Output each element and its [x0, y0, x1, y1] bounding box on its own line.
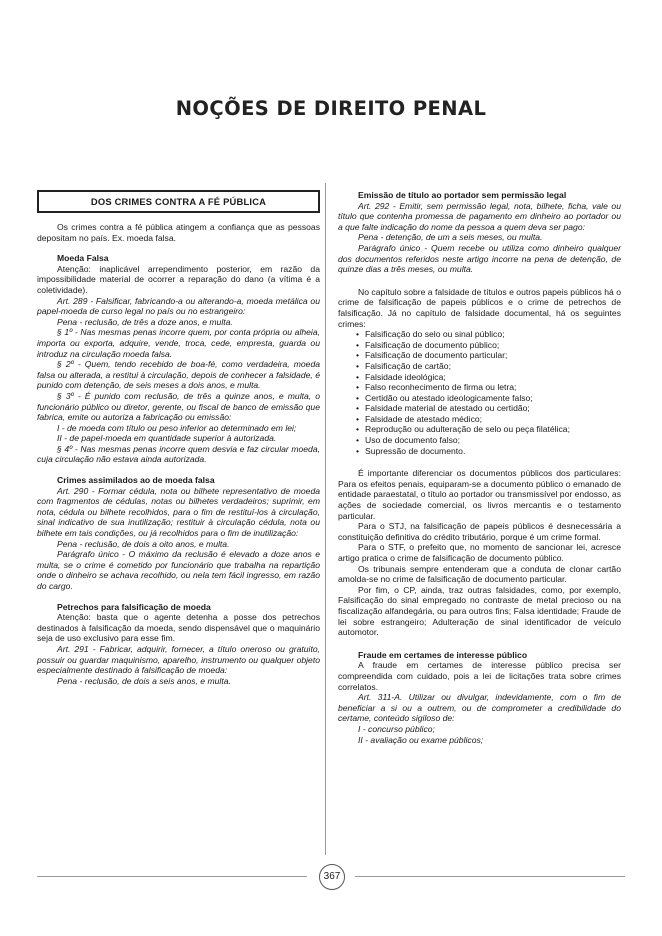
- petrechos-heading: Petrechos para falsificação de moeda: [57, 601, 211, 612]
- crimes-list: [338, 329, 621, 456]
- list-item: • Certidão ou atestado ideologicamente falso;: [356, 392, 533, 403]
- intro-paragraph: Os crimes contra a fé pública atingem a confiança que as pessoas depositam no país. Ex. moeda falsa.: [37, 222, 320, 243]
- art-289-pena: Pena - reclusão, de três a doze anos, e multa.: [57, 316, 233, 327]
- art-290: Art. 290 - Formar cédula, nota ou bilhete representativo de moeda com fragmentos de cédulas, notas ou bilhetes verdadeiros; suprimir, em nota, cédula ou bilhete recolhidos, para o fim de restituí-los à circulação, sinal indicativo de sua inutilização; restituir à circulação cédula, nota ou bilhete em tais condições, ou já recolhidos para o fim de inutilização:: [37, 485, 320, 539]
- art-289-paragrafo-4: § 4º - Nas mesmas penas incorre quem desvia e faz circular moeda, cuja circulação não estava ainda autorizada.: [37, 443, 320, 465]
- art-289-paragrafo-3-inciso-i: I - de moeda com título ou peso inferior ao determinado em lei;: [57, 422, 297, 433]
- list-item: • Falsificação de cartão;: [356, 360, 451, 371]
- list-item: • Falsidade material de atestado ou certidão;: [356, 403, 530, 414]
- moeda-falsa-atencao: Atenção: inaplicável arrependimento posterior, em razão da impossibilidade material de ocorrer a reparação do dano (a vítima é a coletividade).: [37, 263, 320, 295]
- art-289-paragrafo-3-inciso-ii: II - de papel-moeda em quantidade superior à autorizada.: [57, 433, 277, 444]
- emissao-heading: Emissão de título ao portador sem permissão legal: [358, 190, 567, 200]
- art-292-pena: Pena - detenção, de um a seis meses, ou multa.: [358, 232, 543, 243]
- art-290-paragrafo-unico: Parágrafo único - O máximo da reclusão é elevado a doze anos e multa, se o crime é cometido por funcionário que trabalha na repartição onde o dinheiro se achava recolhido, ou nela tem fácil ingresso, em razão do cargo.: [37, 549, 320, 591]
- list-item: • Falsificação de documento público;: [356, 339, 500, 350]
- footer-rule-right: [355, 876, 625, 877]
- art-291: Art. 291 - Fabricar, adquirir, fornecer, a título oneroso ou gratuito, possuir ou guardar maquinismo, aparelho, instrumento ou qualquer objeto especialmente destinado à falsificação de moeda:: [37, 643, 320, 676]
- art-289-paragrafo-2: § 2º - Quem, tendo recebido de boa-fé, como verdadeira, moeda falsa ou alterada, a restitui à circulação, depois de conhecer a falsidade, é punido com detenção, de seis meses a dois anos, e multa.: [37, 359, 320, 391]
- petrechos-atencao: Atenção: basta que o agente detenha a posse dos petrechos destinados à falsificação da moeda, sendo dispensável que o maquinário seja de uso exclusivo para esse fim.: [37, 612, 320, 644]
- tribunais-paragraph: Os tribunais sempre entenderam que a conduta de clonar cartão amolda-se no crime de falsificação de documento particular.: [338, 563, 621, 585]
- list-item: • Supressão de documento.: [356, 445, 466, 456]
- art-292: Art. 292 - Emitir, sem permissão legal, nota, bilhete, ficha, vale ou título que contenha promessa de pagamento em dinheiro ao portador ou a que falte indicação do nome da pessoa a quem deva ser pago:: [338, 200, 621, 232]
- list-item: • Falsidade de atestado médico;: [356, 413, 483, 424]
- capitulo-paragraph: No capítulo sobre a falsidade de títulos e outros papeis públicos há o crime de falsificação de papeis públicos e o crime de petrechos de falsificação. Já no capítulo de falsidade documental, há os seguintes crimes:: [338, 286, 621, 329]
- art-289-paragrafo-3: § 3º - É punido com reclusão, de três a quinze anos, e multa, o funcionário público ou diretor, gerente, ou fiscal de banco de emissão que fabrica, emite ou autoriza a fabricação ou emissão:: [37, 390, 320, 423]
- section-heading-box: DOS CRIMES CONTRA A FÉ PÚBLICA: [37, 190, 320, 213]
- art-290-pena: Pena - reclusão, de dois a oito anos, e multa.: [57, 538, 230, 549]
- fraude-heading: Fraude em certames de interesse público: [358, 649, 528, 660]
- importante-paragraph: É importante diferenciar os documentos públicos dos particulares: Para os efeitos penais, equiparam-se a documento público o emanado de entidade paraestatal, o título ao portador ou transmissível por endosso, as ações de sociedade comercial, os livros mercantis e o testamento particular.: [338, 468, 621, 521]
- moeda-falsa-heading: Moeda Falsa: [57, 253, 109, 264]
- art-311-a: Art. 311-A. Utilizar ou divulgar, indevidamente, com o fim de beneficiar a si ou a outrem, ou de comprometer a credibilidade do certame, conteúdo sigiloso de:: [338, 692, 621, 724]
- por-fim-paragraph: Por fim, o CP, ainda, traz outras falsidades, como, por exemplo, Falsificação do sinal empregado no contraste de metal precioso ou na fiscalização alfandegária, ou para outros fins; Falsa identidade; Fraude de lei sobre estrangeiro; Adulteração de sinal identificador de veículo automotor.: [338, 584, 621, 638]
- page-number: 367: [319, 864, 345, 890]
- footer-rule-left: [37, 876, 307, 877]
- stf-paragraph: Para o STF, o prefeito que, no momento de sancionar lei, acresce artigo pratica o crime de falsificação de documento público.: [338, 542, 621, 563]
- art-289: Art. 289 - Falsificar, fabricando-a ou alterando-a, moeda metálica ou papel-moeda de curso legal no país ou no estrangeiro:: [37, 295, 320, 317]
- page-title: NOÇÕES DE DIREITO PENAL: [175, 97, 487, 120]
- list-item: • Falsificação do selo ou sinal público;: [356, 329, 505, 340]
- column-divider: [325, 183, 326, 855]
- left-column: [37, 190, 320, 686]
- list-item: • Falso reconhecimento de firma ou letra;: [356, 382, 517, 393]
- stj-paragraph: Para o STJ, na falsificação de papeis públicos é desnecessária a constituição definitiva do crédito tributário, porque é um crime formal.: [338, 521, 621, 542]
- right-column: [338, 190, 621, 745]
- art-311-a-inciso-i: I - concurso público;: [358, 723, 435, 734]
- art-311-a-inciso-ii: II - avaliação ou exame públicos;: [358, 734, 484, 745]
- list-item: • Falsidade ideológica;: [356, 371, 446, 382]
- list-item: • Reprodução ou adulteração de selo ou peça filatélica;: [356, 424, 570, 435]
- art-292-paragrafo-unico: Parágrafo único - Quem recebe ou utiliza como dinheiro qualquer dos documentos referidos neste artigo incorre na pena de detenção, de quinze dias a três meses, ou multa.: [338, 242, 621, 275]
- art-289-paragrafo-1: § 1º - Nas mesmas penas incorre quem, por conta própria ou alheia, importa ou exporta, adquire, vende, troca, cede, empresta, guarda ou introduz na circulação moeda falsa.: [37, 327, 320, 359]
- list-item: • Uso de documento falso;: [356, 435, 461, 446]
- list-item: • Falsificação de documento particular;: [356, 350, 508, 361]
- fraude-paragraph: A fraude em certames de interesse público precisa ser compreendida com cuidado, pois a lei de licitações trata sobre crimes correlatos.: [338, 660, 621, 692]
- crimes-assimilados-heading: Crimes assimilados ao de moeda falsa: [57, 475, 215, 486]
- art-291-pena: Pena - reclusão, de dois a seis anos, e multa.: [57, 675, 231, 686]
